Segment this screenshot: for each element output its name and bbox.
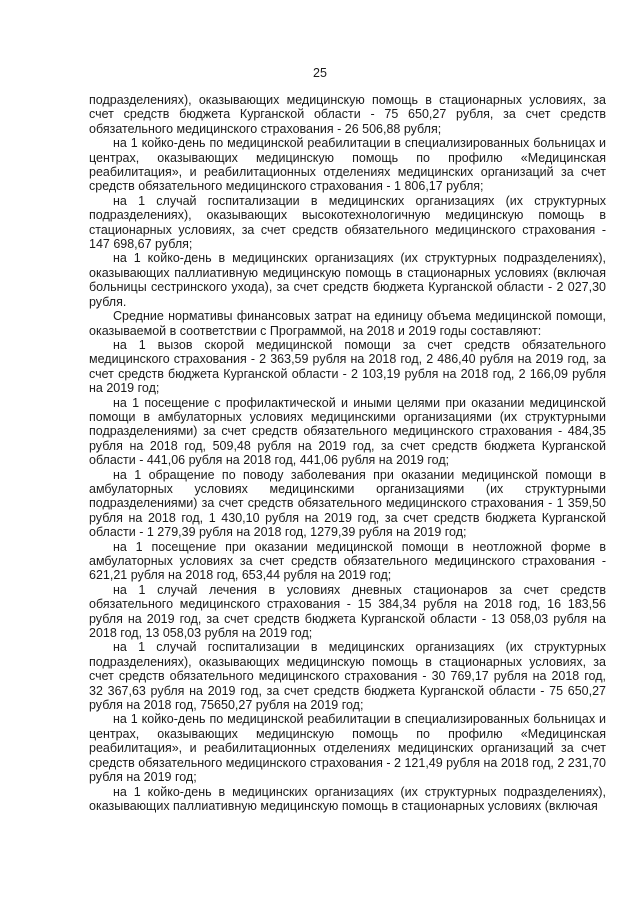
paragraph-7: на 1 посещение с профилактической и иными целями при оказании медицинской помощи в амбулаторных условиях медицинскими организациями (их структурными подразделениями) за счет средств обязательного медицинского страхования - 484,35 рубля на 2018 год, 509,48 рубля на 2019 год, за счет средств бюджета Курганской области - 441,06 рубля на 2018 год, 441,06 рубля на 2019 год; (89, 395, 606, 468)
paragraph-10: на 1 случай лечения в условиях дневных стационаров за счет средств обязательного медицинского страхования - 15 384,34 рубля на 2018 год, 16 183,56 рубля на 2019 год, за счет средств бюджета Курганской области - 13 058,03 рубля на 2018 год, 13 058,03 рубля на 2019 год; (89, 582, 606, 641)
paragraph-11: на 1 случай госпитализации в медицинских организациях (их структурных подразделениях), оказывающих медицинскую помощь в стационарных условиях, за счет средств обязательного медицинского страхования - 30 769,17 рубля на 2018 год, 32 367,63 рубля на 2019 год, за счет средств бюджета Курганской области - 75 650,27 рубля на 2018 год, 75650,27 рубля на 2019 год; (89, 640, 606, 713)
paragraph-5: Средние нормативы финансовых затрат на единицу объема медицинской помощи, оказываемой в соответствии с Программой, на 2018 и 2019 годы составляют: (89, 309, 606, 338)
paragraph-12: на 1 койко-день по медицинской реабилитации в специализированных больницах и центрах, оказывающих медицинскую помощь по профилю «Медицинская реабилитация», и реабилитационных отделениях медицинских организаций за счет средств обязательного медицинского страхования - 2 121,49 рубля на 2018 год, 2 231,70 рубля на 2019 год; (89, 712, 606, 785)
paragraph-2: на 1 койко-день по медицинской реабилитации в специализированных больницах и центрах, оказывающих медицинскую помощь по профилю «Медицинская реабилитация», и реабилитационных отделениях медицинских организаций за счет средств обязательного медицинского страхования - 1 806,17 рубля; (89, 136, 606, 194)
paragraph-9: на 1 посещение при оказании медицинской помощи в неотложной форме в амбулаторных условиях за счет средств обязательного медицинского страхования - 621,21 рубля на 2018 год, 653,44 рубля на 2019 год; (89, 539, 606, 583)
paragraph-6: на 1 вызов скорой медицинской помощи за счет средств обязательного медицинского страхования - 2 363,59 рубля на 2018 год, 2 486,40 рубля на 2019 год, за счет средств бюджета Курганской области - 2 103,19 рубля на 2018 год, 2 166,09 рубля на 2019 год; (89, 337, 606, 396)
paragraph-1: подразделениях), оказывающих медицинскую помощь в стационарных условиях, за счет средств бюджета Курганской области - 75 650,27 рубля, за счет средств обязательного медицинского страхования - 26 506,88 рубля; (89, 93, 606, 136)
page-number: 25 (313, 66, 327, 80)
paragraph-8: на 1 обращение по поводу заболевания при оказании медицинской помощи в амбулаторных условиях медицинскими организациями (их структурными подразделениями) за счет средств обязательного медицинского страхования - 1 359,50 рубля на 2018 год, 1 430,10 рубля на 2019 год, за счет средств бюджета Курганской области - 1 279,39 рубля на 2018 год, 1279,39 рубля на 2019 год; (89, 467, 606, 540)
document-body (89, 93, 606, 813)
paragraph-3: на 1 случай госпитализации в медицинских организациях (их структурных подразделениях), оказывающих высокотехнологичную медицинскую помощь в стационарных условиях, за счет средств обязательного медицинского страхования - 147 698,67 рубля; (89, 193, 606, 252)
paragraph-4: на 1 койко-день в медицинских организациях (их структурных подразделениях), оказывающих паллиативную медицинскую помощь в стационарных условиях (включая больницы сестринского ухода), за счет средств бюджета Курганской области - 2 027,30 рубля. (89, 251, 606, 309)
paragraph-13: на 1 койко-день в медицинских организациях (их структурных подразделениях), оказывающих паллиативную медицинскую помощь в стационарных условиях (включая (89, 784, 606, 813)
